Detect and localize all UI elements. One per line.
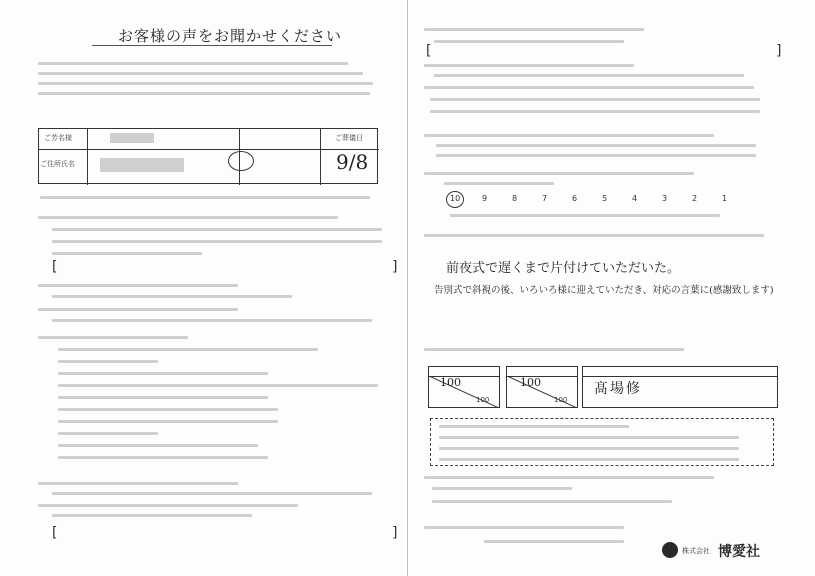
scale-8: 8 xyxy=(512,194,518,203)
checkbox-circle-icon xyxy=(228,151,254,171)
company-prefix: 株式会社 xyxy=(682,547,710,555)
scale-2: 2 xyxy=(692,194,698,203)
scale-10: 10 xyxy=(450,194,461,203)
page-title: お客様の声をお聞かせください xyxy=(118,27,343,45)
q6-open-bracket: [ xyxy=(426,43,432,59)
q10-answer-line1: 前夜式で遅くまで片付けていただいた。 xyxy=(446,261,681,276)
redacted-address xyxy=(100,158,184,172)
score-2-value: 100 xyxy=(520,376,541,389)
address-label: ご住所氏名 xyxy=(40,160,75,168)
score-1-max: 100 xyxy=(476,396,490,404)
q5-open-bracket: [ xyxy=(52,525,58,541)
title-underline xyxy=(92,45,332,46)
scale-7: 7 xyxy=(542,194,548,203)
question-block-q10 xyxy=(424,232,794,252)
scale-6: 6 xyxy=(572,194,578,203)
scale-captions xyxy=(450,214,720,217)
question-block-q3 xyxy=(38,306,398,328)
question-block-q8 xyxy=(424,132,794,172)
q10-answer-line2: 告別式で斜視の後、いろいろ様に迎えていただき、対応の言葉に(感謝致します) xyxy=(434,285,774,296)
page-divider xyxy=(407,0,408,576)
name-label: ご芳名様 xyxy=(44,134,72,142)
date-value: 9/8 xyxy=(336,150,369,174)
question-block-q5 xyxy=(38,480,408,520)
score-1-value: 100 xyxy=(440,376,461,389)
scale-9: 9 xyxy=(482,194,488,203)
question-block-q7 xyxy=(424,62,794,132)
company-logo-icon xyxy=(662,542,678,558)
selected-circle-icon xyxy=(446,191,464,208)
q6-close-bracket: ] xyxy=(776,43,782,59)
instruction-line xyxy=(40,196,370,199)
scale-5: 5 xyxy=(602,194,608,203)
staff-name: 髙場修 xyxy=(594,381,642,397)
thank-you-box xyxy=(430,418,774,466)
consent-question xyxy=(424,474,794,514)
scale-1: 1 xyxy=(722,194,728,203)
scale-4: 4 xyxy=(632,194,638,203)
customer-info-table xyxy=(38,128,378,184)
question-block-q4 xyxy=(38,334,408,484)
q5-close-bracket: ] xyxy=(392,525,398,541)
question-block-q11 xyxy=(424,346,794,366)
company-name: 博愛社 xyxy=(718,544,760,560)
scale-3: 3 xyxy=(662,194,668,203)
date-label: ご葬儀日 xyxy=(335,134,363,142)
q1-close-bracket: ] xyxy=(392,259,398,275)
question-block-q2 xyxy=(38,282,398,304)
q1-open-bracket: [ xyxy=(52,259,58,275)
question-block-q1 xyxy=(38,214,398,274)
score-2-max: 100 xyxy=(554,396,568,404)
redacted-name xyxy=(110,133,154,143)
rating-scale xyxy=(446,192,746,208)
intro-paragraph xyxy=(38,58,408,106)
question-block-q9 xyxy=(424,170,794,190)
question-block-q6 xyxy=(424,26,794,59)
